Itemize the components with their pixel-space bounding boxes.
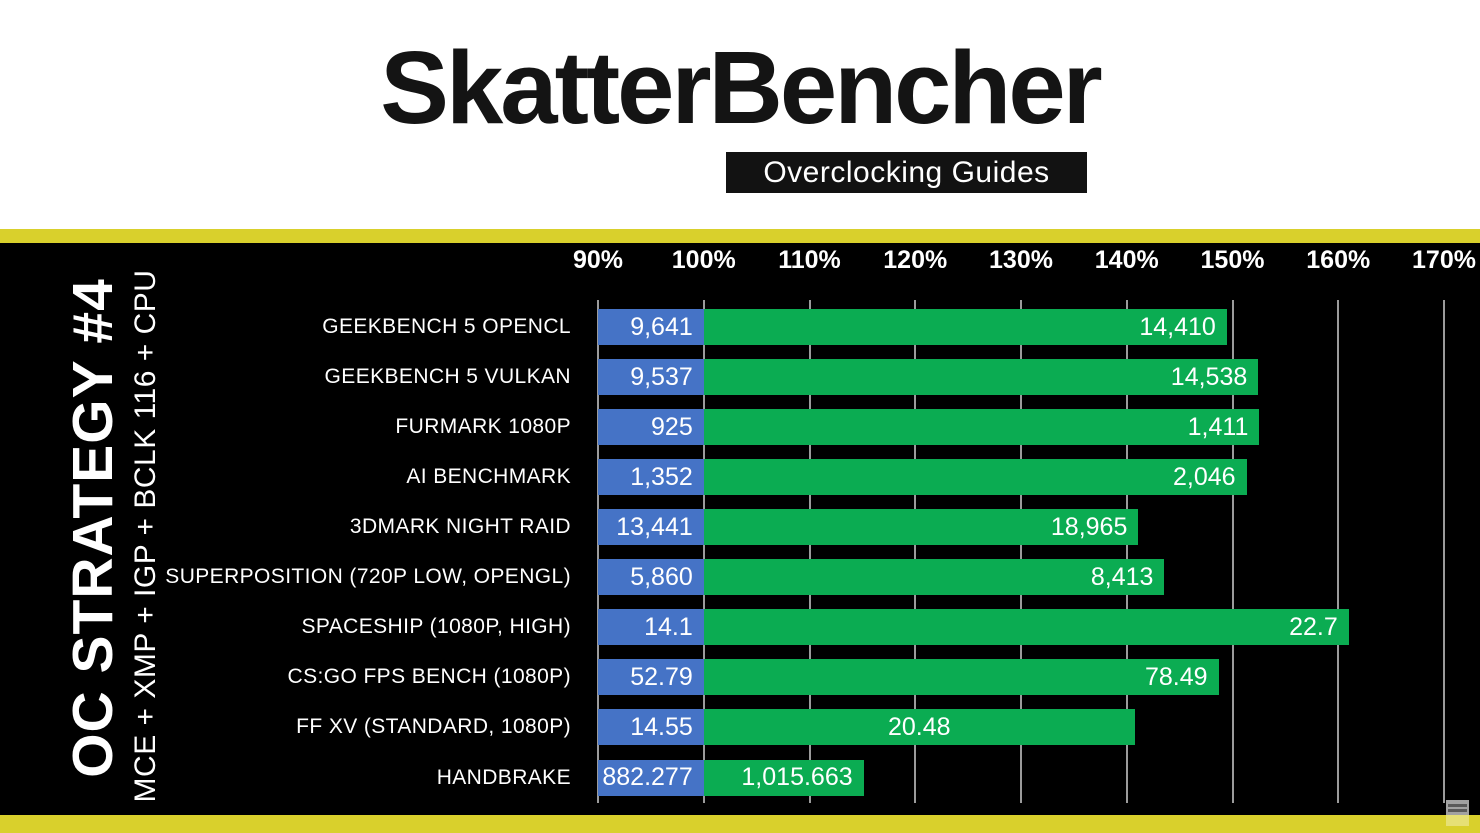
overclocked-bar <box>704 659 1219 695</box>
watermark-line <box>1448 809 1467 812</box>
overclocked-bar <box>704 709 1135 745</box>
baseline-bar <box>598 509 704 545</box>
overclocked-value: 2,046 <box>1173 462 1236 491</box>
baseline-value: 925 <box>651 412 693 441</box>
axis-tick-label: 140% <box>1094 246 1159 274</box>
axis-tick-label: 160% <box>1306 246 1371 274</box>
baseline-value: 5,860 <box>630 562 693 591</box>
overclocked-bar <box>704 309 1227 345</box>
baseline-bar <box>598 559 704 595</box>
axis-tick-label: 150% <box>1200 246 1265 274</box>
category-label: FURMARK 1080P <box>395 415 571 439</box>
baseline-bar <box>598 609 704 645</box>
baseline-value: 52.79 <box>630 662 693 691</box>
overclocked-value: 1,015.663 <box>741 763 853 792</box>
baseline-bar <box>598 459 704 495</box>
category-label: GEEKBENCH 5 OPENCL <box>322 315 571 338</box>
category-label: FF XV (STANDARD, 1080P) <box>296 715 571 739</box>
baseline-bar <box>598 309 704 345</box>
category-label: 3DMARK NIGHT RAID <box>349 515 571 539</box>
baseline-bar <box>598 659 704 695</box>
baseline-value: 14.1 <box>644 612 693 641</box>
overclocked-bar <box>704 359 1259 395</box>
watermark-icon <box>1446 800 1469 815</box>
overclocked-value: 78.49 <box>1145 662 1208 691</box>
baseline-bar <box>598 409 704 445</box>
brand-subtitle: Overclocking Guides <box>763 155 1050 189</box>
overclocked-bar <box>704 409 1260 445</box>
gridline <box>1443 300 1445 803</box>
axis-tick-label: 100% <box>671 246 736 274</box>
watermark-line <box>1448 804 1467 807</box>
overclocked-bar <box>704 609 1349 645</box>
category-label: SUPERPOSITION (720P LOW, OPENGL) <box>165 565 571 589</box>
overclocked-value: 22.7 <box>1289 612 1338 641</box>
baseline-bar <box>598 760 704 796</box>
brand-subtitle-box <box>726 152 1087 193</box>
category-label: AI BENCHMARK <box>406 465 571 489</box>
baseline-bar <box>598 709 704 745</box>
baseline-value: 14.55 <box>630 712 693 741</box>
axis-tick-label: 90% <box>572 246 624 274</box>
bottom-accent-stripe <box>0 815 1480 833</box>
watermark-glow <box>1446 815 1469 826</box>
overclocked-value: 20.48 <box>887 712 951 741</box>
baseline-value: 13,441 <box>616 512 693 541</box>
overclocked-bar <box>704 760 864 796</box>
category-label: CS:GO FPS BENCH (1080P) <box>287 665 571 689</box>
strategy-settings: MCE + XMP + IGP + BCLK 116 + CPU <box>129 269 162 803</box>
overclocked-value: 14,410 <box>1139 312 1216 341</box>
overclocked-value: 1,411 <box>1187 412 1249 441</box>
top-accent-stripe <box>0 229 1480 243</box>
overclocked-value: 14,538 <box>1170 362 1248 391</box>
overclocked-bar <box>704 559 1165 595</box>
overclocked-value: 18,965 <box>1050 512 1128 541</box>
category-label: GEEKBENCH 5 VULKAN <box>324 365 571 389</box>
baseline-bar <box>598 359 704 395</box>
category-label: SPACESHIP (1080P, HIGH) <box>301 615 571 639</box>
brand-title: SkatterBencher <box>380 30 1100 145</box>
baseline-value: 9,537 <box>630 362 693 391</box>
strategy-title: OC STRATEGY #4 <box>61 278 125 778</box>
axis-tick-label: 110% <box>778 246 841 274</box>
overclocked-bar <box>704 459 1247 495</box>
axis-tick-label: 120% <box>883 246 948 274</box>
baseline-value: 1,352 <box>630 462 693 491</box>
baseline-value: 9,641 <box>630 312 693 341</box>
axis-tick-label: 130% <box>989 246 1053 274</box>
baseline-value: 882.277 <box>602 763 693 792</box>
category-label: HANDBRAKE <box>436 765 571 789</box>
axis-tick-label: 170% <box>1412 246 1476 274</box>
gridline <box>1337 300 1339 803</box>
overclocked-value: 8,413 <box>1090 562 1154 591</box>
overclocked-bar <box>704 509 1139 545</box>
